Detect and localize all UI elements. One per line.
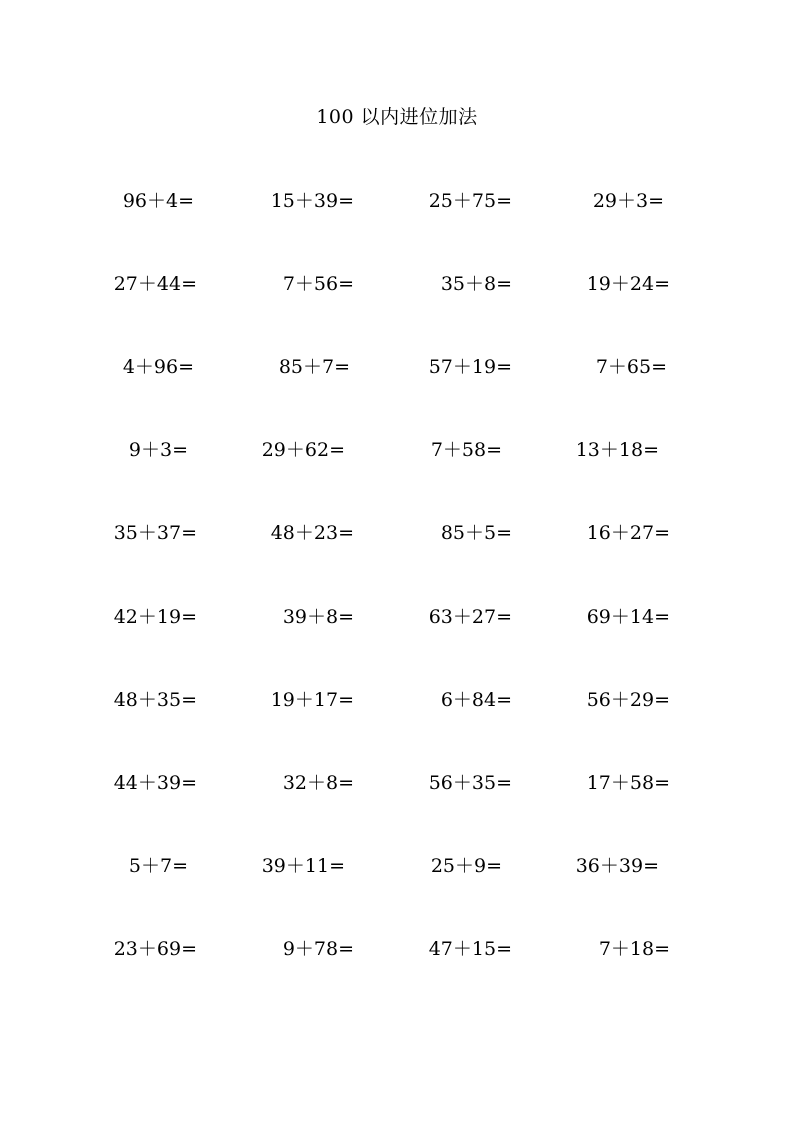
addition-problem: 25＋75= — [428, 190, 512, 212]
addition-problem: 35＋8= — [440, 273, 512, 296]
page-title: 100 以内进位加法 — [316, 106, 478, 128]
addition-problem: 19＋24= — [586, 273, 670, 296]
addition-problem: 29＋3= — [592, 190, 664, 212]
addition-problem: 15＋39= — [270, 190, 354, 212]
addition-problem: 25＋9= — [430, 854, 502, 877]
addition-problem: 4＋96= — [122, 356, 194, 379]
addition-problem: 13＋18= — [575, 439, 659, 462]
addition-problem: 48＋23= — [270, 522, 354, 545]
addition-problem: 63＋27= — [428, 605, 512, 628]
addition-problem: 29＋62= — [261, 439, 345, 462]
addition-problem: 9＋78= — [282, 937, 354, 960]
addition-problem: 39＋11= — [261, 854, 345, 877]
addition-problem: 42＋19= — [113, 605, 197, 628]
addition-problem: 16＋27= — [586, 522, 670, 545]
addition-problem: 56＋29= — [586, 688, 670, 711]
addition-problem: 35＋37= — [113, 522, 197, 545]
addition-problem: 32＋8= — [282, 771, 354, 794]
addition-problem: 56＋35= — [428, 771, 512, 794]
addition-problem: 7＋58= — [430, 439, 502, 462]
addition-problem: 85＋5= — [440, 522, 512, 545]
addition-problem: 47＋15= — [428, 937, 512, 960]
addition-problem: 48＋35= — [113, 688, 197, 711]
addition-problem: 39＋8= — [282, 605, 354, 628]
addition-problem: 44＋39= — [113, 771, 197, 794]
addition-problem: 7＋18= — [598, 937, 670, 960]
addition-problem: 27＋44= — [113, 273, 197, 296]
addition-problem: 6＋84= — [440, 688, 512, 711]
addition-problem: 96＋4= — [122, 190, 194, 212]
addition-problem: 7＋65= — [595, 356, 667, 379]
addition-problem: 36＋39= — [575, 854, 659, 877]
addition-problem: 85＋7= — [278, 356, 350, 379]
addition-problem: 69＋14= — [586, 605, 670, 628]
addition-problem: 7＋56= — [282, 273, 354, 296]
addition-problem: 23＋69= — [113, 937, 197, 960]
addition-problem: 57＋19= — [428, 356, 512, 379]
addition-problem: 19＋17= — [270, 688, 354, 711]
addition-problem: 5＋7= — [128, 854, 188, 877]
addition-problem: 9＋3= — [128, 439, 188, 462]
addition-problem: 17＋58= — [586, 771, 670, 794]
